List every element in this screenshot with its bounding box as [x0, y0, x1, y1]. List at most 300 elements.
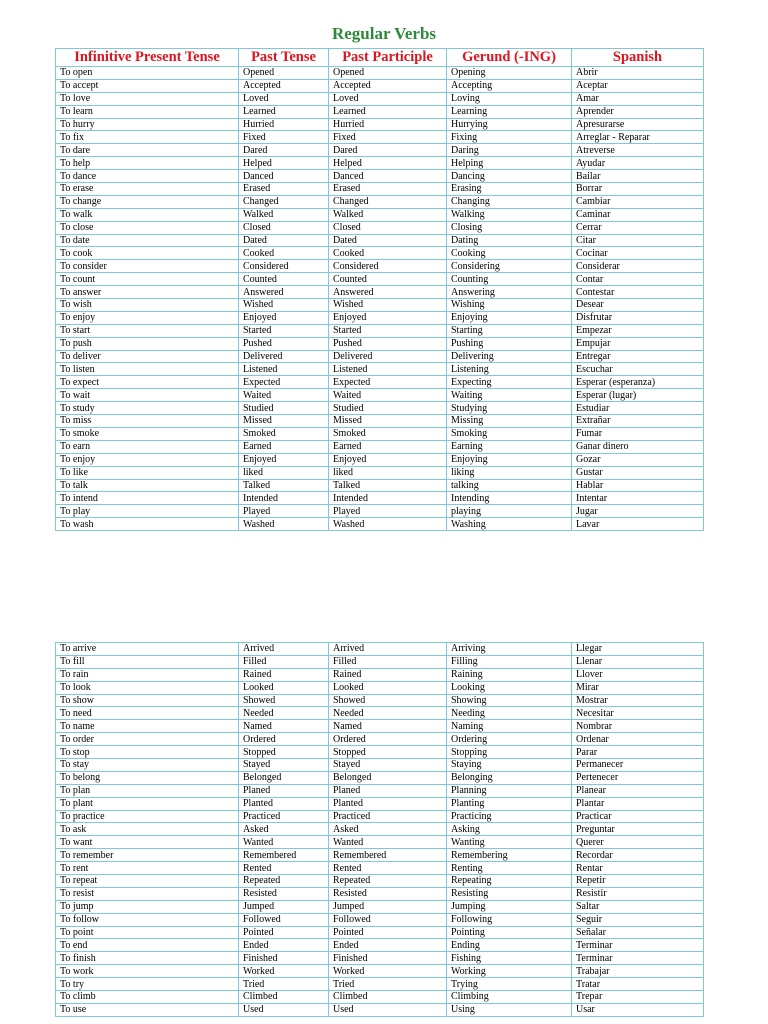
gerund-cell: Cooking	[447, 247, 572, 260]
spanish-cell: Parar	[572, 746, 704, 759]
past-participle-cell: Worked	[329, 965, 447, 978]
spanish-cell: Entregar	[572, 350, 704, 363]
infinitive-cell: To accept	[56, 79, 239, 92]
spanish-cell: Permanecer	[572, 759, 704, 772]
past-tense-cell: Played	[239, 505, 329, 518]
spanish-cell: Abrir	[572, 67, 704, 80]
infinitive-cell: To stop	[56, 746, 239, 759]
infinitive-cell: To arrive	[56, 643, 239, 656]
past-tense-cell: Learned	[239, 105, 329, 118]
spanish-cell: Resistir	[572, 887, 704, 900]
past-participle-cell: Changed	[329, 195, 447, 208]
spanish-cell: Tratar	[572, 978, 704, 991]
infinitive-cell: To change	[56, 195, 239, 208]
past-participle-cell: Dared	[329, 144, 447, 157]
gerund-cell: Changing	[447, 195, 572, 208]
past-participle-cell: Jumped	[329, 900, 447, 913]
table-row	[56, 771, 704, 784]
table-row	[56, 655, 704, 668]
spanish-cell: Atreverse	[572, 144, 704, 157]
past-participle-cell: Named	[329, 720, 447, 733]
past-tense-cell: Arrived	[239, 643, 329, 656]
past-participle-cell: Talked	[329, 479, 447, 492]
past-tense-cell: Finished	[239, 952, 329, 965]
spanish-cell: Gozar	[572, 453, 704, 466]
past-participle-cell: Dated	[329, 234, 447, 247]
past-participle-cell: Hurried	[329, 118, 447, 131]
table-row	[56, 195, 704, 208]
infinitive-cell: To like	[56, 466, 239, 479]
past-tense-cell: Answered	[239, 286, 329, 299]
table-row	[56, 363, 704, 376]
past-participle-cell: Walked	[329, 208, 447, 221]
infinitive-cell: To deliver	[56, 350, 239, 363]
table-row	[56, 681, 704, 694]
table-row	[56, 273, 704, 286]
spanish-cell: Señalar	[572, 926, 704, 939]
table-row	[56, 208, 704, 221]
past-tense-cell: Pointed	[239, 926, 329, 939]
header-infinitive: Infinitive Present Tense	[56, 49, 239, 67]
past-tense-cell: liked	[239, 466, 329, 479]
table-row	[56, 118, 704, 131]
gerund-cell: Dating	[447, 234, 572, 247]
infinitive-cell: To look	[56, 681, 239, 694]
table-row	[56, 784, 704, 797]
infinitive-cell: To rent	[56, 862, 239, 875]
past-participle-cell: Planed	[329, 784, 447, 797]
infinitive-cell: To consider	[56, 260, 239, 273]
past-participle-cell: Intended	[329, 492, 447, 505]
past-participle-cell: Finished	[329, 952, 447, 965]
past-participle-cell: Needed	[329, 707, 447, 720]
infinitive-cell: To smoke	[56, 427, 239, 440]
past-tense-cell: Intended	[239, 492, 329, 505]
gerund-cell: Missing	[447, 415, 572, 428]
past-participle-cell: Practiced	[329, 810, 447, 823]
gerund-cell: Staying	[447, 759, 572, 772]
infinitive-cell: To love	[56, 92, 239, 105]
past-tense-cell: Earned	[239, 440, 329, 453]
header-gerund: Gerund (-ING)	[447, 49, 572, 67]
infinitive-cell: To talk	[56, 479, 239, 492]
past-tense-cell: Hurried	[239, 118, 329, 131]
table-row	[56, 505, 704, 518]
past-tense-cell: Worked	[239, 965, 329, 978]
table-row	[56, 1003, 704, 1016]
spanish-cell: Gustar	[572, 466, 704, 479]
past-tense-cell: Ended	[239, 939, 329, 952]
past-tense-cell: Climbed	[239, 991, 329, 1004]
past-participle-cell: Wanted	[329, 836, 447, 849]
past-tense-cell: Studied	[239, 402, 329, 415]
table-row	[56, 668, 704, 681]
gerund-cell: Climbing	[447, 991, 572, 1004]
gerund-cell: Walking	[447, 208, 572, 221]
infinitive-cell: To walk	[56, 208, 239, 221]
gerund-cell: Enjoying	[447, 453, 572, 466]
past-participle-cell: Waited	[329, 389, 447, 402]
table-row	[56, 733, 704, 746]
table-row	[56, 492, 704, 505]
table-row	[56, 286, 704, 299]
gerund-cell: liking	[447, 466, 572, 479]
past-tense-cell: Smoked	[239, 427, 329, 440]
infinitive-cell: To erase	[56, 183, 239, 196]
infinitive-cell: To miss	[56, 415, 239, 428]
spanish-cell: Llover	[572, 668, 704, 681]
past-participle-cell: Delivered	[329, 350, 447, 363]
past-participle-cell: Considered	[329, 260, 447, 273]
past-tense-cell: Waited	[239, 389, 329, 402]
gerund-cell: Washing	[447, 518, 572, 531]
table-row	[56, 453, 704, 466]
table-row	[56, 952, 704, 965]
past-participle-cell: Danced	[329, 170, 447, 183]
past-participle-cell: Washed	[329, 518, 447, 531]
past-tense-cell: Changed	[239, 195, 329, 208]
past-tense-cell: Repeated	[239, 875, 329, 888]
infinitive-cell: To work	[56, 965, 239, 978]
past-tense-cell: Enjoyed	[239, 311, 329, 324]
past-participle-cell: Cooked	[329, 247, 447, 260]
past-participle-cell: Enjoyed	[329, 311, 447, 324]
infinitive-cell: To practice	[56, 810, 239, 823]
spanish-cell: Aprender	[572, 105, 704, 118]
table-row	[56, 350, 704, 363]
table-row	[56, 299, 704, 312]
past-participle-cell: Arrived	[329, 643, 447, 656]
gerund-cell: Listening	[447, 363, 572, 376]
table-row	[56, 92, 704, 105]
header-spanish: Spanish	[572, 49, 704, 67]
table-row	[56, 79, 704, 92]
past-tense-cell: Resisted	[239, 887, 329, 900]
gerund-cell: talking	[447, 479, 572, 492]
infinitive-cell: To rain	[56, 668, 239, 681]
infinitive-cell: To start	[56, 324, 239, 337]
table-row	[56, 415, 704, 428]
spanish-cell: Empujar	[572, 337, 704, 350]
past-participle-cell: Looked	[329, 681, 447, 694]
spanish-cell: Fumar	[572, 427, 704, 440]
infinitive-cell: To point	[56, 926, 239, 939]
past-tense-cell: Followed	[239, 913, 329, 926]
gerund-cell: Answering	[447, 286, 572, 299]
table-row	[56, 389, 704, 402]
past-tense-cell: Planted	[239, 797, 329, 810]
gerund-cell: Ending	[447, 939, 572, 952]
spanish-cell: Preguntar	[572, 823, 704, 836]
gerund-cell: Arriving	[447, 643, 572, 656]
spanish-cell: Necesitar	[572, 707, 704, 720]
spanish-cell: Rentar	[572, 862, 704, 875]
gerund-cell: Daring	[447, 144, 572, 157]
past-tense-cell: Cooked	[239, 247, 329, 260]
infinitive-cell: To fix	[56, 131, 239, 144]
past-participle-cell: Listened	[329, 363, 447, 376]
spanish-cell: Practicar	[572, 810, 704, 823]
gerund-cell: Dancing	[447, 170, 572, 183]
gerund-cell: Ordering	[447, 733, 572, 746]
spanish-cell: Bailar	[572, 170, 704, 183]
table-row	[56, 466, 704, 479]
gerund-cell: Starting	[447, 324, 572, 337]
spanish-cell: Plantar	[572, 797, 704, 810]
past-participle-cell: Resisted	[329, 887, 447, 900]
infinitive-cell: To show	[56, 694, 239, 707]
header-past-participle: Past Participle	[329, 49, 447, 67]
table-row	[56, 836, 704, 849]
past-tense-cell: Dated	[239, 234, 329, 247]
table-row	[56, 643, 704, 656]
infinitive-cell: To remember	[56, 849, 239, 862]
gerund-cell: Belonging	[447, 771, 572, 784]
past-tense-cell: Stopped	[239, 746, 329, 759]
gerund-cell: Earning	[447, 440, 572, 453]
gerund-cell: Counting	[447, 273, 572, 286]
past-participle-cell: Fixed	[329, 131, 447, 144]
infinitive-cell: To earn	[56, 440, 239, 453]
table-row	[56, 247, 704, 260]
spanish-cell: Trepar	[572, 991, 704, 1004]
verbs-table-1	[55, 48, 704, 531]
spanish-cell: Hablar	[572, 479, 704, 492]
infinitive-cell: To play	[56, 505, 239, 518]
spanish-cell: Cerrar	[572, 221, 704, 234]
table-row	[56, 887, 704, 900]
past-participle-cell: Belonged	[329, 771, 447, 784]
infinitive-cell: To listen	[56, 363, 239, 376]
past-tense-cell: Walked	[239, 208, 329, 221]
infinitive-cell: To repeat	[56, 875, 239, 888]
infinitive-cell: To dare	[56, 144, 239, 157]
past-participle-cell: Studied	[329, 402, 447, 415]
infinitive-cell: To stay	[56, 759, 239, 772]
table-row	[56, 427, 704, 440]
infinitive-cell: To resist	[56, 887, 239, 900]
table-row	[56, 337, 704, 350]
past-participle-cell: Opened	[329, 67, 447, 80]
infinitive-cell: To study	[56, 402, 239, 415]
table-row	[56, 810, 704, 823]
spanish-cell: Ayudar	[572, 157, 704, 170]
table-row	[56, 376, 704, 389]
gerund-cell: Intending	[447, 492, 572, 505]
table-row	[56, 849, 704, 862]
past-tense-cell: Counted	[239, 273, 329, 286]
past-participle-cell: Asked	[329, 823, 447, 836]
gerund-cell: Smoking	[447, 427, 572, 440]
spanish-cell: Ganar dinero	[572, 440, 704, 453]
past-tense-cell: Listened	[239, 363, 329, 376]
gerund-cell: Needing	[447, 707, 572, 720]
spanish-cell: Usar	[572, 1003, 704, 1016]
infinitive-cell: To follow	[56, 913, 239, 926]
spanish-cell: Borrar	[572, 183, 704, 196]
table-row	[56, 234, 704, 247]
table-row	[56, 900, 704, 913]
gerund-cell: Pointing	[447, 926, 572, 939]
past-tense-cell: Tried	[239, 978, 329, 991]
past-participle-cell: Used	[329, 1003, 447, 1016]
past-participle-cell: Enjoyed	[329, 453, 447, 466]
infinitive-cell: To end	[56, 939, 239, 952]
past-tense-cell: Dared	[239, 144, 329, 157]
table-row	[56, 797, 704, 810]
gerund-cell: Working	[447, 965, 572, 978]
infinitive-cell: To enjoy	[56, 311, 239, 324]
past-participle-cell: Rained	[329, 668, 447, 681]
past-tense-cell: Named	[239, 720, 329, 733]
past-participle-cell: liked	[329, 466, 447, 479]
gerund-cell: Hurrying	[447, 118, 572, 131]
spanish-cell: Apresurarse	[572, 118, 704, 131]
table-row	[56, 926, 704, 939]
table-row	[56, 260, 704, 273]
spanish-cell: Recordar	[572, 849, 704, 862]
table-row	[56, 311, 704, 324]
spanish-cell: Seguir	[572, 913, 704, 926]
infinitive-cell: To fill	[56, 655, 239, 668]
infinitive-cell: To plant	[56, 797, 239, 810]
gerund-cell: Practicing	[447, 810, 572, 823]
gerund-cell: Closing	[447, 221, 572, 234]
past-tense-cell: Fixed	[239, 131, 329, 144]
spanish-cell: Desear	[572, 299, 704, 312]
past-tense-cell: Opened	[239, 67, 329, 80]
spanish-cell: Terminar	[572, 952, 704, 965]
past-tense-cell: Asked	[239, 823, 329, 836]
past-participle-cell: Closed	[329, 221, 447, 234]
verbs-table-2	[55, 642, 704, 1017]
gerund-cell: Asking	[447, 823, 572, 836]
past-participle-cell: Missed	[329, 415, 447, 428]
past-tense-cell: Needed	[239, 707, 329, 720]
gerund-cell: Fishing	[447, 952, 572, 965]
spanish-cell: Repetir	[572, 875, 704, 888]
gerund-cell: Studying	[447, 402, 572, 415]
infinitive-cell: To push	[56, 337, 239, 350]
gerund-cell: Enjoying	[447, 311, 572, 324]
spanish-cell: Cocinar	[572, 247, 704, 260]
past-tense-cell: Remembered	[239, 849, 329, 862]
past-participle-cell: Counted	[329, 273, 447, 286]
table-row	[56, 183, 704, 196]
past-participle-cell: Played	[329, 505, 447, 518]
table-row	[56, 746, 704, 759]
infinitive-cell: To name	[56, 720, 239, 733]
infinitive-cell: To wash	[56, 518, 239, 531]
table-row	[56, 875, 704, 888]
infinitive-cell: To answer	[56, 286, 239, 299]
past-participle-cell: Tried	[329, 978, 447, 991]
spanish-cell: Aceptar	[572, 79, 704, 92]
past-participle-cell: Pointed	[329, 926, 447, 939]
infinitive-cell: To enjoy	[56, 453, 239, 466]
past-participle-cell: Followed	[329, 913, 447, 926]
gerund-cell: Learning	[447, 105, 572, 118]
past-tense-cell: Pushed	[239, 337, 329, 350]
infinitive-cell: To cook	[56, 247, 239, 260]
past-participle-cell: Smoked	[329, 427, 447, 440]
spanish-cell: Arreglar - Reparar	[572, 131, 704, 144]
table-row	[56, 67, 704, 80]
spanish-cell: Esperar (esperanza)	[572, 376, 704, 389]
gerund-cell: Using	[447, 1003, 572, 1016]
table-row	[56, 170, 704, 183]
page-title: Regular Verbs	[331, 24, 437, 43]
table-row	[56, 402, 704, 415]
spanish-cell: Amar	[572, 92, 704, 105]
infinitive-cell: To want	[56, 836, 239, 849]
header-row	[56, 49, 704, 67]
table-row	[56, 991, 704, 1004]
infinitive-cell: To finish	[56, 952, 239, 965]
gerund-cell: Remembering	[447, 849, 572, 862]
gerund-cell: Planning	[447, 784, 572, 797]
spanish-cell: Cambiar	[572, 195, 704, 208]
past-tense-cell: Loved	[239, 92, 329, 105]
past-tense-cell: Considered	[239, 260, 329, 273]
past-tense-cell: Ordered	[239, 733, 329, 746]
spanish-cell: Citar	[572, 234, 704, 247]
gerund-cell: Looking	[447, 681, 572, 694]
past-tense-cell: Rented	[239, 862, 329, 875]
infinitive-cell: To dance	[56, 170, 239, 183]
past-tense-cell: Showed	[239, 694, 329, 707]
past-tense-cell: Closed	[239, 221, 329, 234]
header-past-tense: Past Tense	[239, 49, 329, 67]
table-row	[56, 324, 704, 337]
past-tense-cell: Missed	[239, 415, 329, 428]
table-row	[56, 862, 704, 875]
infinitive-cell: To open	[56, 67, 239, 80]
past-tense-cell: Wanted	[239, 836, 329, 849]
table-row	[56, 759, 704, 772]
spanish-cell: Ordenar	[572, 733, 704, 746]
table-row	[56, 440, 704, 453]
gerund-cell: Expecting	[447, 376, 572, 389]
table-row	[56, 965, 704, 978]
past-tense-cell: Looked	[239, 681, 329, 694]
spanish-cell: Empezar	[572, 324, 704, 337]
spanish-cell: Intentar	[572, 492, 704, 505]
past-tense-cell: Jumped	[239, 900, 329, 913]
spanish-cell: Contar	[572, 273, 704, 286]
table-row	[56, 913, 704, 926]
infinitive-cell: To need	[56, 707, 239, 720]
past-participle-cell: Helped	[329, 157, 447, 170]
infinitive-cell: To count	[56, 273, 239, 286]
infinitive-cell: To date	[56, 234, 239, 247]
gerund-cell: Wishing	[447, 299, 572, 312]
spanish-cell: Saltar	[572, 900, 704, 913]
table-row	[56, 144, 704, 157]
past-tense-cell: Stayed	[239, 759, 329, 772]
spanish-cell: Contestar	[572, 286, 704, 299]
table-row	[56, 939, 704, 952]
past-tense-cell: Belonged	[239, 771, 329, 784]
gerund-cell: Opening	[447, 67, 572, 80]
infinitive-cell: To ask	[56, 823, 239, 836]
spanish-cell: Trabajar	[572, 965, 704, 978]
past-participle-cell: Stopped	[329, 746, 447, 759]
spanish-cell: Terminar	[572, 939, 704, 952]
past-participle-cell: Wished	[329, 299, 447, 312]
past-tense-cell: Washed	[239, 518, 329, 531]
gerund-cell: Erasing	[447, 183, 572, 196]
